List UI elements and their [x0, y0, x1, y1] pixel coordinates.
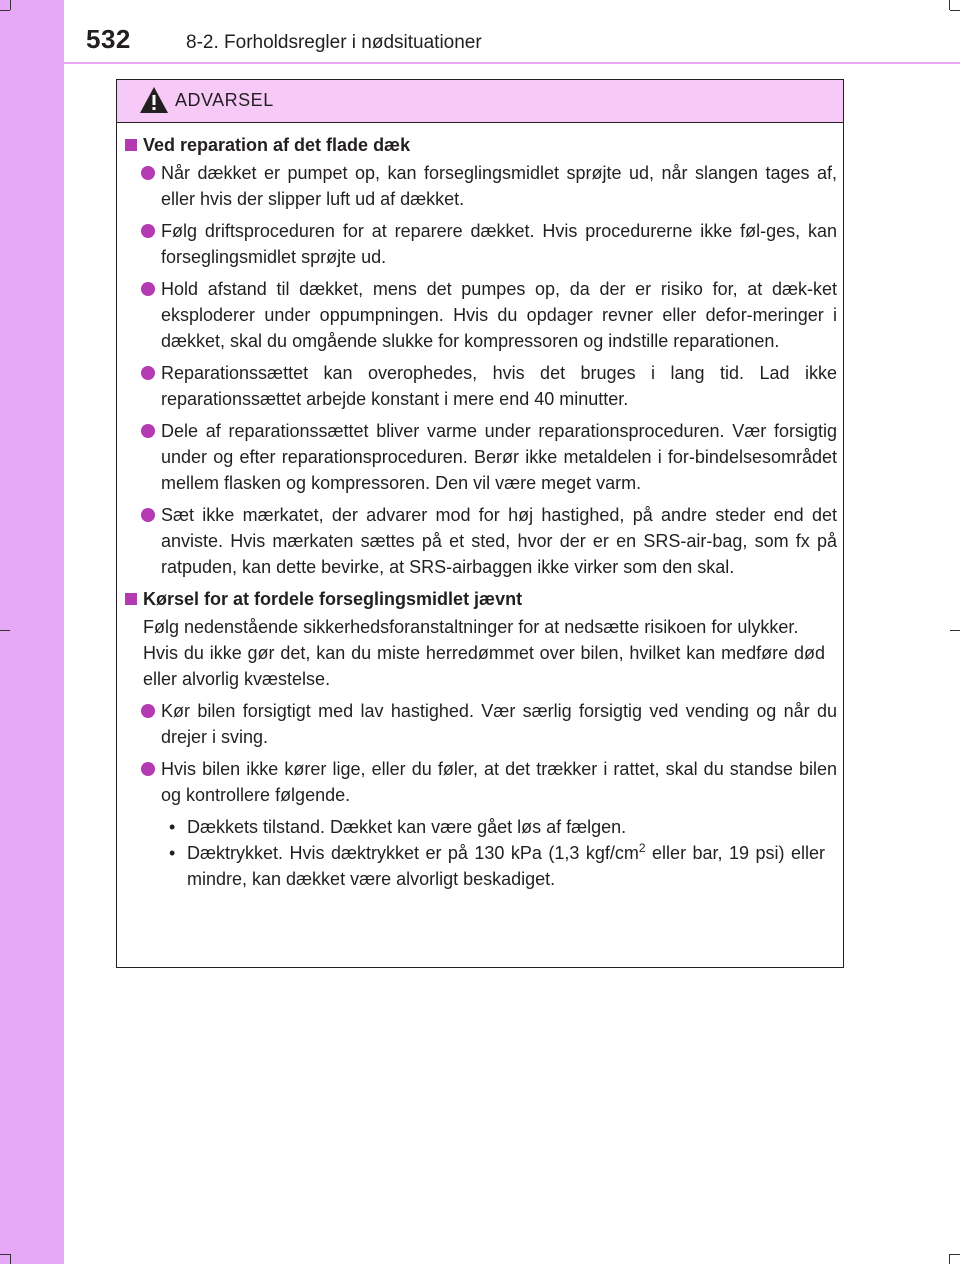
- list-item-text: Følg driftsproceduren for at reparere dækket. Hvis procedurerne ikke føl-ges, kan forseglingsmidlet sprøjte ud.: [161, 221, 837, 267]
- warning-header: [117, 80, 843, 123]
- sub-list-item-text: eller bar, 19 psi) eller mindre, kan dækket være alvorligt beskadiget.: [187, 843, 825, 889]
- list-item: [125, 756, 837, 808]
- list-item: [125, 218, 837, 270]
- section-heading: [125, 586, 837, 612]
- crop-mark: [950, 10, 960, 11]
- list-item-text: Reparationssættet kan overophedes, hvis det bruges i lang tid. Lad ikke reparationssættet arbejde konstant i mere end 40 minutter.: [161, 363, 837, 409]
- list-item-text: Hvis bilen ikke kører lige, eller du føler, at det trækker i rattet, skal du standse bilen og kontrollere følgende.: [161, 759, 837, 805]
- list-item: [125, 160, 837, 212]
- superscript: 2: [638, 841, 646, 855]
- sub-list-item: [125, 840, 837, 892]
- list-item-text: Sæt ikke mærkatet, der advarer mod for høj hastighed, på andre steder end det anviste. Hvis mærkaten sættes på et sted, hvor der er en SRS-air-bag, som fx på ratpuden, kan dette bevirke, at SRS-airbaggen ikke virker som den skal.: [161, 505, 837, 577]
- sub-bullet-marker: •: [169, 817, 176, 837]
- list-item: [125, 698, 837, 750]
- crop-mark: [950, 630, 960, 631]
- warning-box: [116, 79, 844, 968]
- intro-paragraph: Hvis du ikke gør det, kan du miste herredømmet over bilen, hvilket kan medføre død eller alvorlig kvæstelse.: [143, 643, 825, 689]
- round-bullet-icon: [141, 224, 155, 238]
- list-item-text: Hold afstand til dækket, mens det pumpes op, da der er risiko for, at dæk-ket eksploderer under oppumpningen. Hvis du opdager revner eller defor-meringer i dækket, skal du omgående slukke for kompressoren og indstille reparationen.: [161, 279, 837, 351]
- round-bullet-icon: [141, 366, 155, 380]
- list-item-text: Dele af reparationssættet bliver varme under reparationsproceduren. Vær forsigtig under og efter reparationsproceduren. Berør ikke metaldelen i for-bindelsesområdet mellem flasken og kompressoren. Den vil være meget varm.: [161, 421, 837, 493]
- list-item: [125, 418, 837, 496]
- page-number: 532: [86, 24, 131, 54]
- crop-mark: [0, 10, 10, 11]
- square-bullet-icon: [125, 593, 137, 605]
- crop-mark: [950, 1254, 960, 1255]
- round-bullet-icon: [141, 282, 155, 296]
- side-color-band: [0, 0, 64, 1264]
- round-bullet-icon: [141, 508, 155, 522]
- list-item-text: Når dækket er pumpet op, kan forseglingsmidlet sprøjte ud, når slangen tages af, eller hvis der slipper luft ud af dækket.: [161, 163, 837, 209]
- crop-mark: [949, 1254, 950, 1264]
- crop-mark: [0, 630, 10, 631]
- warning-content: [125, 132, 837, 892]
- intro-paragraph: Følg nedenstående sikkerhedsforanstaltninger for at nedsætte risikoen for ulykker.: [143, 617, 799, 637]
- square-bullet-icon: [125, 139, 137, 151]
- sub-list-item-text: Dæktrykket. Hvis dæktrykket er på 130 kPa (1,3 kgf/cm: [187, 843, 639, 863]
- list-item-text: Kør bilen forsigtigt med lav hastighed. Vær særlig forsigtig ved vending og når du drejer i sving.: [161, 701, 837, 747]
- crop-mark: [949, 0, 950, 10]
- list-item: [125, 276, 837, 354]
- sub-list-item: [125, 814, 837, 840]
- round-bullet-icon: [141, 704, 155, 718]
- list-item: [125, 502, 837, 580]
- crop-mark: [10, 1254, 11, 1264]
- section-heading-text: Kørsel for at fordele forseglingsmidlet jævnt: [143, 589, 523, 609]
- round-bullet-icon: [141, 762, 155, 776]
- sub-bullet-marker: •: [169, 843, 176, 863]
- crop-mark: [0, 1254, 10, 1255]
- round-bullet-icon: [141, 166, 155, 180]
- sub-list-item-text: Dækkets tilstand. Dækket kan være gået løs af fælgen.: [187, 817, 627, 837]
- section-heading-text: Ved reparation af det flade dæk: [143, 135, 411, 155]
- warning-label: ADVARSEL: [175, 90, 274, 110]
- section-title: 8-2. Forholdsregler i nødsituationer: [186, 32, 482, 53]
- header-rule: [64, 62, 960, 64]
- warning-triangle-icon: [139, 86, 169, 114]
- list-item: [125, 360, 837, 412]
- round-bullet-icon: [141, 424, 155, 438]
- crop-mark: [10, 0, 11, 10]
- section-heading: [125, 132, 837, 158]
